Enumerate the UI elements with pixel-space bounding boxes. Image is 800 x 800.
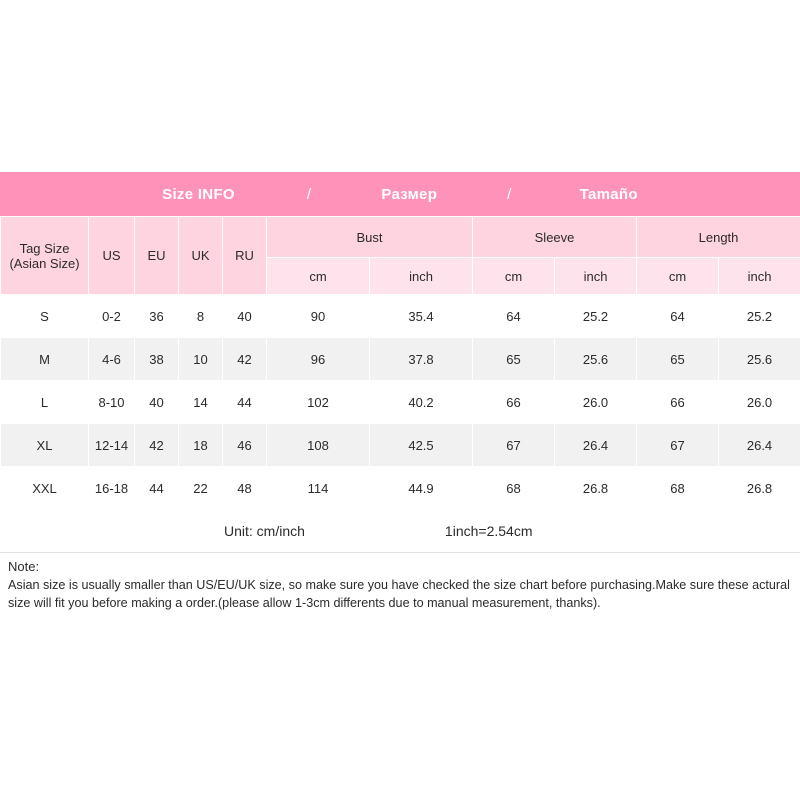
header-length-inch: inch [719,258,800,295]
cell-bust-inch: 35.4 [370,295,473,338]
cell-sleeve-cm: 66 [473,381,555,424]
table-row [1,295,800,338]
cell-uk: 14 [179,381,223,424]
cell-ru: 44 [223,381,267,424]
header-us: US [89,217,135,295]
size-table [0,216,800,510]
cell-sleeve-inch: 25.2 [555,295,637,338]
cell-us: 4-6 [89,338,135,381]
title-separator-1: / [306,185,312,203]
header-length: Length [637,217,800,258]
header-sleeve-cm: cm [473,258,555,295]
cell-length-cm: 67 [637,424,719,467]
cell-length-cm: 64 [637,295,719,338]
cell-tag-size: L [1,381,89,424]
cell-eu: 42 [135,424,179,467]
cell-bust-cm: 96 [267,338,370,381]
title-separator-2: / [507,185,512,203]
header-bust-cm: cm [267,258,370,295]
cell-sleeve-inch: 26.4 [555,424,637,467]
cell-sleeve-inch: 26.0 [555,381,637,424]
header-sleeve-inch: inch [555,258,637,295]
cell-ru: 42 [223,338,267,381]
header-length-cm: cm [637,258,719,295]
cell-bust-inch: 42.5 [370,424,473,467]
note-body: Asian size is usually smaller than US/EU/UK size, so make sure you have checked the size chart before purchasing.Make sure these actural size will fit you before making a order.(please allow 1-3cm differents due to manual measurement, thanks). [8,578,790,610]
header-uk: UK [179,217,223,295]
cell-us: 0-2 [89,295,135,338]
header-bust-inch: inch [370,258,473,295]
cell-uk: 8 [179,295,223,338]
title-tamano: Tamaño [579,185,638,203]
header-tag-size [1,217,89,295]
title-razmer: Размер [381,185,438,203]
note-section [0,552,800,622]
cell-tag-size: XXL [1,467,89,510]
header-ru: RU [223,217,267,295]
cell-length-inch: 25.2 [719,295,800,338]
unit-row [0,510,800,552]
table-row [1,338,800,381]
cell-bust-inch: 44.9 [370,467,473,510]
cell-us: 16-18 [89,467,135,510]
unit-text: Unit: cm/inch [224,523,305,539]
cell-sleeve-inch: 26.8 [555,467,637,510]
table-header-row-1 [1,217,800,258]
table-row [1,424,800,467]
chart-title-bar [0,172,800,216]
cell-ru: 40 [223,295,267,338]
cell-bust-cm: 114 [267,467,370,510]
cell-tag-size: XL [1,424,89,467]
size-chart [0,172,800,622]
cell-ru: 48 [223,467,267,510]
cell-tag-size: M [1,338,89,381]
cell-eu: 38 [135,338,179,381]
title-size-info: Size INFO [162,185,235,203]
cell-us: 12-14 [89,424,135,467]
header-bust: Bust [267,217,473,258]
cell-sleeve-cm: 68 [473,467,555,510]
note-title: Note: [8,559,40,574]
cell-length-cm: 65 [637,338,719,381]
cell-eu: 44 [135,467,179,510]
conversion-text: 1inch=2.54cm [444,523,533,539]
cell-sleeve-cm: 65 [473,338,555,381]
cell-uk: 10 [179,338,223,381]
cell-length-inch: 26.0 [719,381,800,424]
cell-bust-cm: 108 [267,424,370,467]
cell-length-cm: 68 [637,467,719,510]
cell-length-cm: 66 [637,381,719,424]
cell-bust-cm: 90 [267,295,370,338]
cell-sleeve-inch: 25.6 [555,338,637,381]
cell-length-inch: 25.6 [719,338,800,381]
cell-sleeve-cm: 67 [473,424,555,467]
cell-eu: 36 [135,295,179,338]
cell-tag-size: S [1,295,89,338]
cell-bust-inch: 40.2 [370,381,473,424]
table-row [1,467,800,510]
tag-size-line-1: Tag Size [19,240,70,256]
cell-bust-inch: 37.8 [370,338,473,381]
header-eu: EU [135,217,179,295]
cell-eu: 40 [135,381,179,424]
cell-sleeve-cm: 64 [473,295,555,338]
header-sleeve: Sleeve [473,217,637,258]
cell-uk: 18 [179,424,223,467]
table-row [1,381,800,424]
cell-uk: 22 [179,467,223,510]
cell-us: 8-10 [89,381,135,424]
cell-bust-cm: 102 [267,381,370,424]
cell-length-inch: 26.8 [719,467,800,510]
cell-ru: 46 [223,424,267,467]
cell-length-inch: 26.4 [719,424,800,467]
tag-size-line-2: (Asian Size) [9,255,80,271]
